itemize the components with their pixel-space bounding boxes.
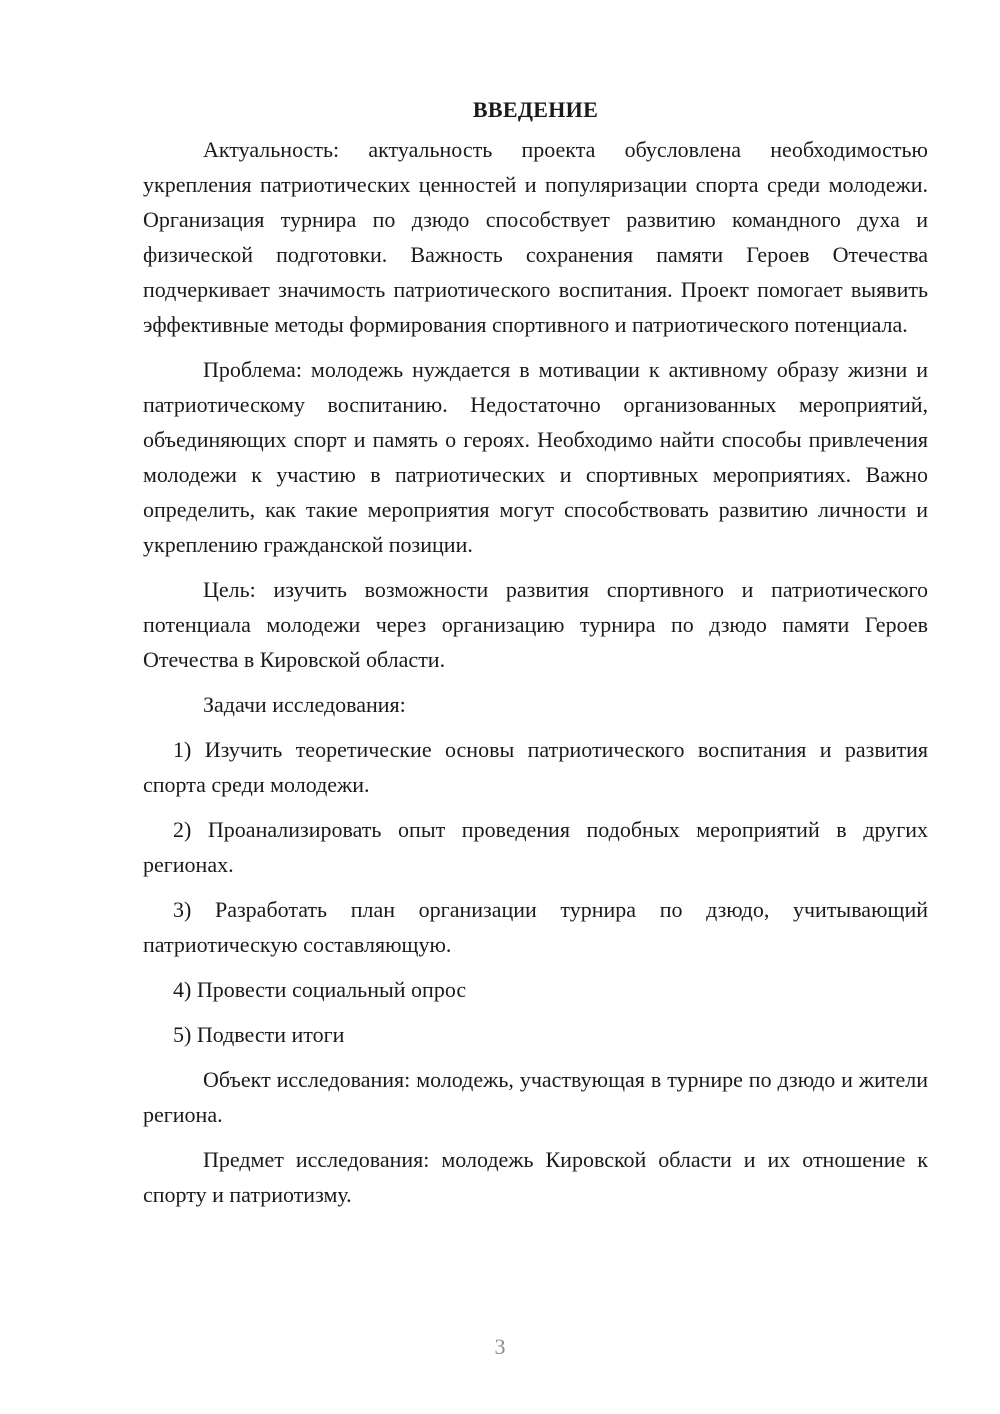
page-number: 3 (494, 1334, 506, 1359)
tasks-heading: Задачи исследования: (203, 692, 406, 717)
goal-paragraph: Цель: изучить возможности развития спортивного и патриотического потенциала молодежи через организацию турнира по дзюдо памяти Героев Отечества в Кировской области. (143, 577, 928, 672)
document-page (143, 92, 928, 1222)
subject-paragraph: Предмет исследования: молодежь Кировской области и их отношение к спорту и патриотизму. (143, 1147, 928, 1207)
relevance-paragraph: Актуальность: актуальность проекта обусловлена необходимостью укрепления патриотических ценностей и популяризации спорта среди молодежи. Организация турнира по дзюдо способствует развитию командного духа и физической подготовки. Важность сохранения памяти Героев Отечества подчеркивает значимость патриотического воспитания. Проект помогает выявить эффективные методы формирования спортивного и патриотического потенциала. (143, 137, 928, 337)
task-item: 1) Изучить теоретические основы патриотического воспитания и развития спорта среди молодежи. (143, 737, 928, 797)
problem-paragraph: Проблема: молодежь нуждается в мотивации к активному образу жизни и патриотическому воспитанию. Недостаточно организованных мероприятий, объединяющих спорт и память о героях. Необходимо найти способы привлечения молодежи к участию в патриотических и спортивных мероприятиях. Важно определить, как такие мероприятия могут способствовать развитию личности и укреплению гражданской позиции. (143, 357, 928, 557)
task-item: 2) Проанализировать опыт проведения подобных мероприятий в других регионах. (143, 817, 928, 877)
task-item: 4) Провести социальный опрос (173, 977, 467, 1002)
section-heading: ВВЕДЕНИЕ (472, 97, 599, 122)
object-paragraph: Объект исследования: молодежь, участвующая в турнире по дзюдо и жители региона. (143, 1067, 928, 1127)
task-item: 3) Разработать план организации турнира по дзюдо, учитывающий патриотическую составляющую. (143, 897, 928, 957)
task-item: 5) Подвести итоги (173, 1022, 345, 1047)
